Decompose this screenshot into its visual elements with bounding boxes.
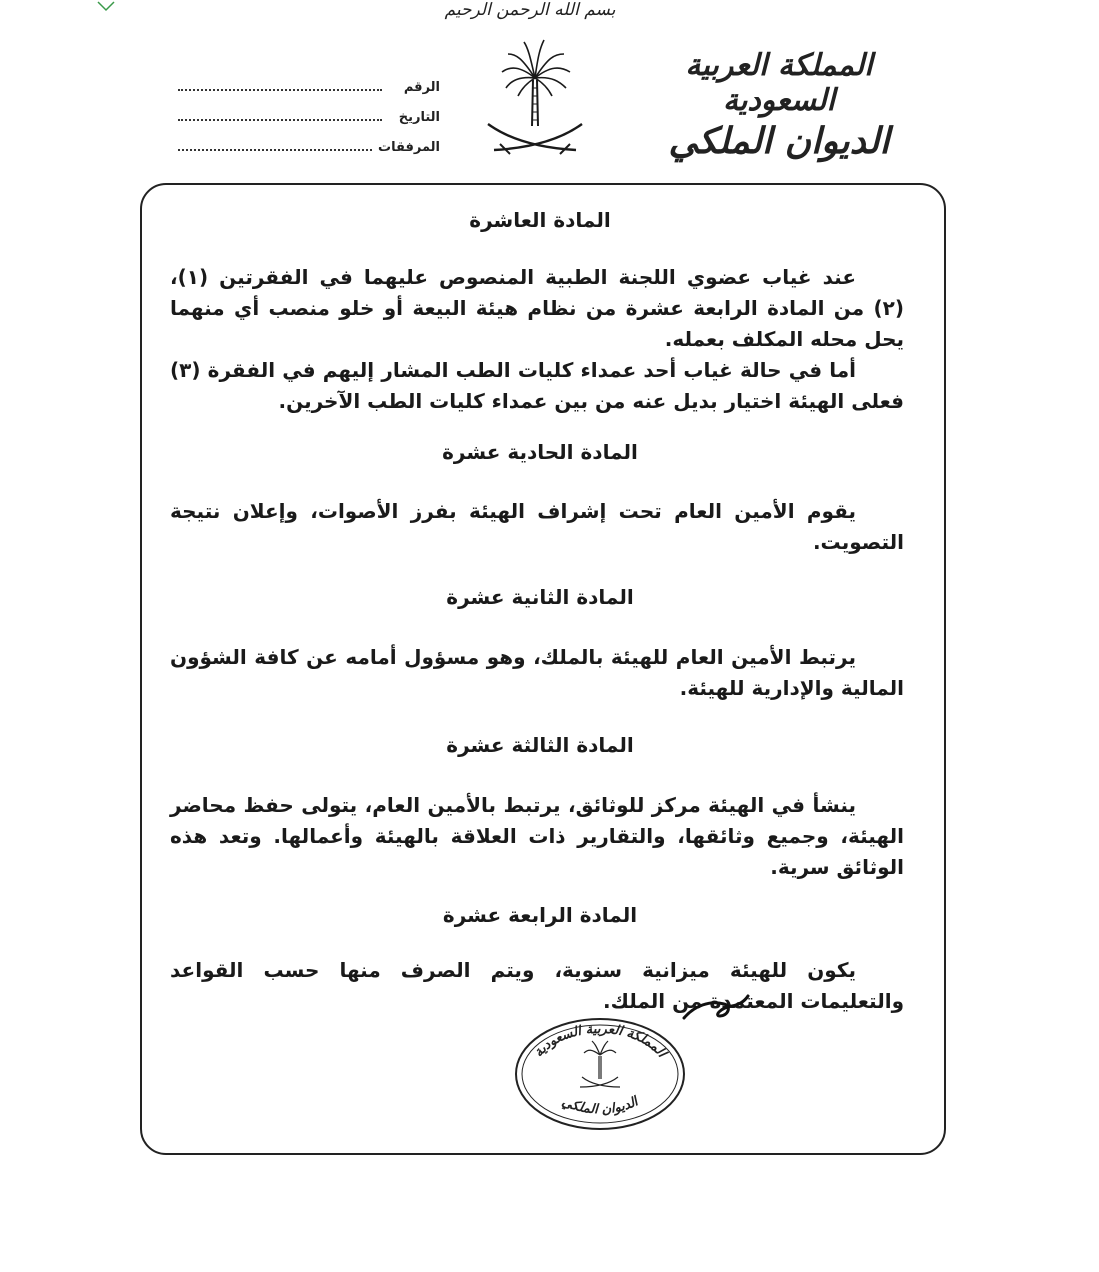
- article-13-paragraph-1: ينشأ في الهيئة مركز للوثائق، يرتبط بالأمين العام، يتولى حفظ محاضر الهيئة، وجميع وثائقها، والتقارير ذات العلاقة بالهيئة وأعمالها. وتعد هذه الوثائق سرية.: [170, 793, 904, 879]
- corner-mark-icon: [96, 0, 116, 12]
- article-13-title: المادة الثالثة عشرة: [446, 733, 634, 757]
- attachments-field: [178, 140, 440, 170]
- reference-fields: [178, 80, 440, 170]
- article-11-body: [170, 496, 904, 558]
- org-name-royal-court: الديوان الملكي: [668, 120, 890, 162]
- attachments-blank: [178, 149, 372, 151]
- reference-number-blank: [178, 89, 382, 91]
- seal-text-bottom: الديوان الملكي: [559, 1094, 641, 1118]
- article-12-body: [170, 642, 904, 704]
- seal-text-top: المملكة العربية السعودية: [531, 1021, 669, 1061]
- article-12-paragraph-1: يرتبط الأمين العام للهيئة بالملك، وهو مسؤول أمامه عن كافة الشؤون المالية والإدارية للهيئة.: [170, 645, 904, 700]
- article-11-paragraph-1: يقوم الأمين العام تحت إشراف الهيئة بفرز الأصوات، وإعلان نتيجة التصويت.: [170, 499, 904, 554]
- basmala: بسم الله الرحمن الرحيم: [444, 0, 616, 20]
- article-10-paragraph-2: أما في حالة غياب أحد عمداء كليات الطب المشار إليهم في الفقرة (٣) فعلى الهيئة اختيار بديل عنه من بين عمداء كليات الطب الآخرين.: [170, 358, 904, 413]
- article-13-body: [170, 790, 904, 883]
- palm-and-swords-emblem-icon: [480, 36, 590, 160]
- org-name-kingdom: المملكة العربية السعودية: [685, 48, 873, 118]
- article-10-body: [170, 262, 904, 417]
- svg-text:الديوان الملكي: [560, 1093, 643, 1117]
- royal-court-seal: [512, 1015, 688, 1133]
- article-14-title: المادة الرابعة عشرة: [442, 903, 638, 927]
- article-10-title: المادة العاشرة: [469, 208, 611, 232]
- date-label: التاريخ: [398, 110, 440, 125]
- article-11-title: المادة الحادية عشرة: [442, 440, 638, 464]
- attachments-label: المرفقات: [378, 140, 440, 155]
- article-14-body: [170, 955, 904, 1017]
- signature-mark: [680, 988, 750, 1028]
- article-10-paragraph-1: عند غياب عضوي اللجنة الطبية المنصوص عليهما في الفقرتين (١)، (٢) من المادة الرابعة عشرة من نظام هيئة البيعة أو خلو منصب أي منهما يحل محله المكلف بعمله.: [170, 265, 904, 351]
- date-field: [178, 110, 440, 140]
- article-14-paragraph-1: يكون للهيئة ميزانية سنوية، ويتم الصرف منها حسب القواعد والتعليمات المعتمدة من الملك.: [170, 958, 904, 1013]
- article-12-title: المادة الثانية عشرة: [446, 585, 634, 609]
- reference-number-field: [178, 80, 440, 110]
- reference-number-label: الرقم: [403, 80, 440, 95]
- date-blank: [178, 119, 382, 121]
